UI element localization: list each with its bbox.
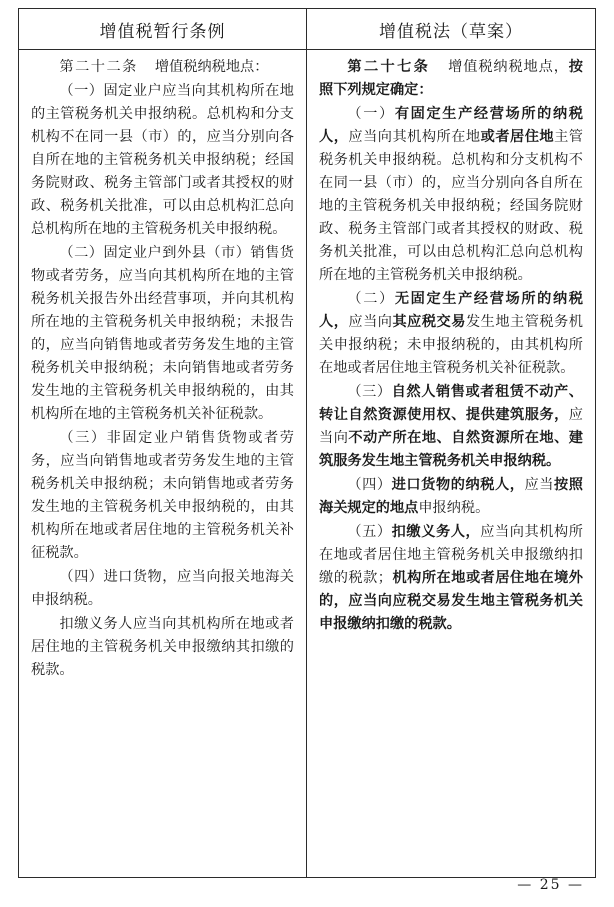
- draft-paragraph: [319, 381, 583, 473]
- regulation-article-lead: 增值税纳税地点：: [154, 59, 269, 75]
- draft-text-emphasis: 按照: [554, 477, 583, 493]
- column-title-regulation: 增值税暂行条例: [99, 21, 226, 42]
- draft-text-plain: 应当向: [319, 407, 583, 446]
- draft-text-emphasis: 不动产所在地、自然资源所在地、建筑服务发生地主管税务机关申报纳税。: [319, 430, 583, 469]
- draft-text-emphasis: 进口货物的: [391, 477, 466, 493]
- comparison-table: [18, 8, 596, 878]
- regulation-paragraph: （一）固定业户应当向其机构所在地的主管税务机关申报纳税。总机构和分支机构不在同一县（市）的，应当分别向各自所在地的主管税务机关申报纳税；经国务院财政、税务主管部门或者其授权的财政、税务机关批准，可以由总机构汇总向总机构所在地的主管税务机关申报纳税。: [31, 83, 294, 237]
- draft-law-text: [319, 56, 583, 636]
- draft-text-plain: （五）: [347, 524, 392, 540]
- draft-article-lead-plain: 增值税纳税地点，: [447, 59, 569, 75]
- draft-text-plain: 发生地主管税务机关申报纳税；未申报纳税的，由其机构所在地或者居住地主管税务机关补征税款。: [319, 314, 583, 376]
- draft-text-plain: 申报纳税。: [418, 500, 490, 516]
- draft-text-emphasis: 生产经营场所的纳税人，: [319, 291, 583, 330]
- draft-text-plain: （二）: [347, 291, 395, 307]
- regulation-paragraph: 扣缴义务人应当向其机构所在地或者居住地的主管税务机关申报缴纳其扣缴的税款。: [31, 616, 294, 678]
- draft-text-emphasis: 纳税人，: [465, 477, 525, 493]
- draft-article-lead-bold: 按照下列规定确定：: [319, 59, 583, 98]
- column-regulation: [19, 50, 307, 877]
- draft-paragraph-list: [319, 103, 583, 636]
- table-header-row: [19, 9, 595, 50]
- regulation-paragraph: （三）非固定业户销售货物或者劳务，应当向销售地或者劳务发生地的主管税务机关申报纳税；未向销售地或者劳务发生地的主管税务机关申报纳税的，由其机构所在地或者居住地的主管税务机关补征税款。: [31, 430, 294, 561]
- draft-text-emphasis: 自然人销售或者租赁不动产、转让自然资源使用权、提供建筑服务，: [319, 384, 583, 423]
- draft-paragraph: [319, 474, 583, 520]
- draft-text-emphasis: 海关规定的地点: [319, 500, 419, 516]
- draft-text-plain: （三）: [347, 384, 392, 400]
- draft-text-plain: 应当: [524, 477, 555, 493]
- draft-text-emphasis: 或者居住地: [480, 129, 555, 145]
- regulation-text: [31, 56, 294, 682]
- draft-text-plain: 应当向: [348, 314, 393, 330]
- draft-paragraph: [319, 288, 583, 380]
- regulation-article-heading: [31, 56, 294, 79]
- column-draft-law: [307, 50, 595, 877]
- regulation-paragraph: （二）固定业户到外县（市）销售货物或者劳务，应当向其机构所在地的主管税务机关报告外出经营事项，并向其机构所在地的主管税务机关申报纳税；未报告的，应当向销售地或者劳务发生地的主管税务机关申报纳税；未向销售地或者劳务发生地的主管税务机关申报纳税的，由其机构所在地的主管税务机关补征税款。: [31, 245, 294, 422]
- regulation-paragraph: （四）进口货物，应当向报关地海关申报纳税。: [31, 569, 294, 608]
- draft-text-plain: 应当向其机构所在地: [348, 129, 481, 145]
- draft-text-emphasis: 有固定: [394, 106, 443, 122]
- draft-article-heading: [319, 56, 583, 102]
- draft-text-plain: 主管税务机关申报纳税。总机构和分支机构不在同一县（市）的，应当分别向各自所在地的主管税务机关申报纳税；经国务院财政、税务主管部门或者其授权的财政、税务机关批准，可以由总机构汇总向总机构所在地的主管税务机关申报纳税。: [319, 129, 583, 283]
- draft-text-emphasis: 其应税交易: [392, 314, 466, 330]
- column-title-draft-law: 增值税法（草案）: [379, 21, 523, 42]
- draft-paragraph: [319, 521, 583, 636]
- draft-text-emphasis: 机构所在地或者居住地在境外的，应当向应税交易发生地主管税务机关申报缴纳扣缴的税款。: [319, 570, 583, 632]
- header-cell-left: [19, 9, 307, 49]
- draft-text-emphasis: 扣缴义务人，: [391, 524, 481, 540]
- draft-article-label: 第二十七条: [347, 59, 431, 75]
- draft-paragraph: [319, 103, 583, 287]
- table-body-row: [19, 50, 595, 877]
- draft-text-emphasis: 无固定: [394, 291, 443, 307]
- draft-text-plain: （一）: [347, 106, 395, 122]
- draft-text-plain: （四）: [347, 477, 392, 493]
- draft-text-emphasis: 生产经营场所的纳税人，: [319, 106, 583, 145]
- regulation-article-label: 第二十二条: [59, 59, 138, 75]
- draft-text-plain: 应当向其机构所在地或者居住地主管税务机关申报缴纳扣缴的税款；: [319, 524, 583, 586]
- page-number: — 25 —: [517, 877, 584, 893]
- header-cell-right: [307, 9, 595, 49]
